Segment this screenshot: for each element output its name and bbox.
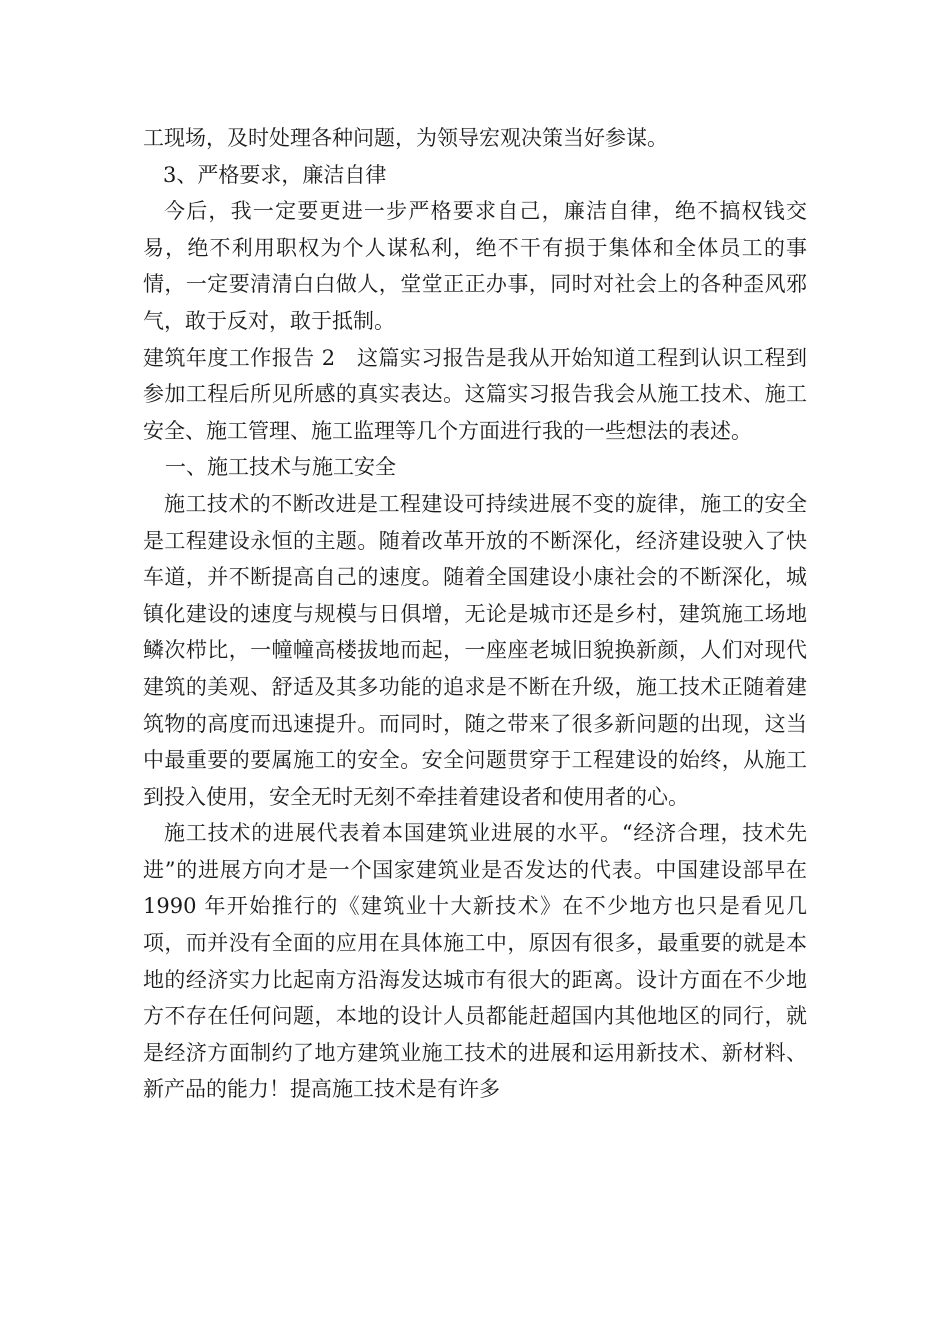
document-page <box>143 120 807 1108</box>
paragraph-tech-progress: 施工技术的进展代表着本国建筑业进展的水平。“经济合理，技术先进”的进展方向才是一个国家建筑业是否发达的代表。中国建设部早在 1990 年开始推行的《建筑业十大新技术》在不少地方也只是看见几项，而并没有全面的应用在具体施工中，原因有很多，最重要的就是本地的经济实力比起南方沿海发达城市有很大的距离。设计方面在不少地方不存在任何问题，本地的设计人员都能赶超国内其他地区的同行，就是经济方面制约了地方建筑业施工技术的进展和运用新技术、新材料、新产品的能力！提高施工技术是有许多 <box>143 821 807 1102</box>
paragraph-integrity: 今后，我一定要更进一步严格要求自己，廉洁自律，绝不搞权钱交易，绝不利用职权为个人谋私利，绝不干有损于集体和全体员工的事情，一定要清清白白做人，堂堂正正办事，同时对社会上的各种歪风邪气，敢于反对，敢于抵制。 <box>143 199 807 333</box>
report-2-intro: 建筑年度工作报告 2 这篇实习报告是我从开始知道工程到认识工程到参加工程后所见所感的真实表达。这篇实习报告我会从施工技术、施工安全、施工管理、施工监理等几个方面进行我的一些想法的表述。 <box>143 345 807 443</box>
section-heading-strict-requirements: 3、严格要求，廉洁自律 <box>163 162 387 187</box>
section-heading-construction-tech: 一、施工技术与施工安全 <box>165 455 396 480</box>
paragraph-tech-safety: 施工技术的不断改进是工程建设可持续进展不变的旋律，施工的安全是工程建设永恒的主题。随着改革开放的不断深化，经济建设驶入了快车道，并不断提高自己的速度。随着全国建设小康社会的不断深化，城镇化建设的速度与规模与日俱增，无论是城市还是乡村，建筑施工场地鳞次栉比，一幢幢高楼拔地而起，一座座老城旧貌换新颜，人们对现代建筑的美观、舒适及其多功能的追求是不断在升级，施工技术正随着建筑物的高度而迅速提升。而同时，随之带来了很多新问题的出现，这当中最重要的要属施工的安全。安全问题贯穿于工程建设的始终，从施工到投入使用，安全无时无刻不牵挂着建设者和使用者的心。 <box>143 491 807 809</box>
paragraph-continuation: 工现场，及时处理各种问题，为领导宏观决策当好参谋。 <box>143 126 668 150</box>
